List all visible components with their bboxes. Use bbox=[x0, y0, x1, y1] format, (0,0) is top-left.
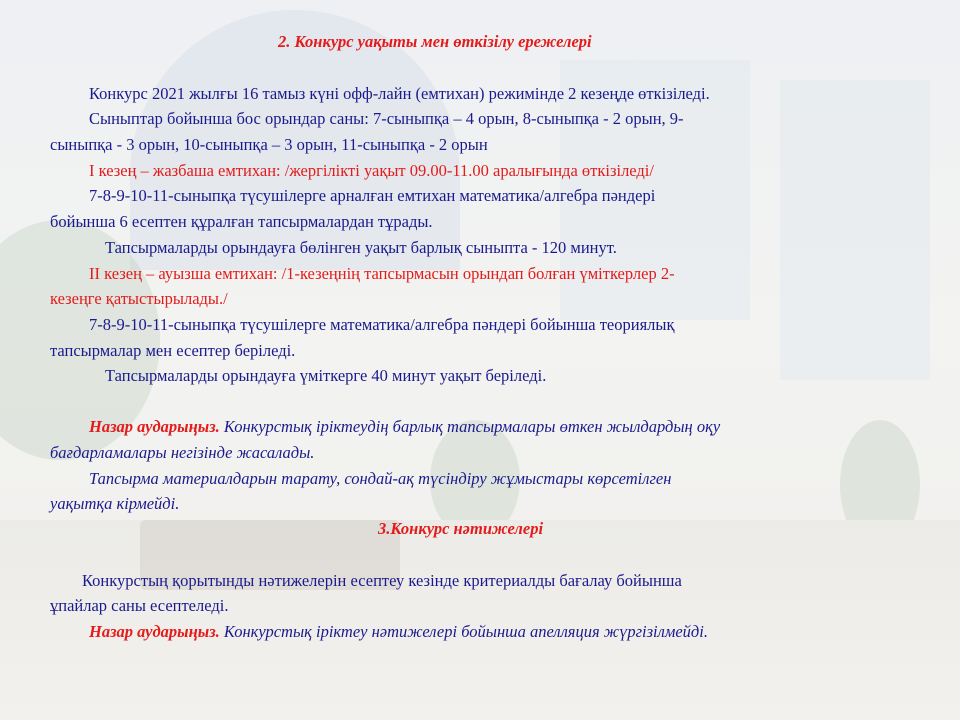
paragraph-line: сыныпқа - 3 орын, 10-сыныпқа – 3 орын, 11-сыныпқа - 2 орын bbox=[50, 135, 488, 154]
note-line bbox=[89, 414, 720, 440]
note-label: Назар аударыңыз. bbox=[89, 622, 220, 641]
paragraph-line: бойынша 6 есептен құралған тапсырмалардан тұрады. bbox=[50, 212, 433, 231]
stage-1-line: І кезең – жазбаша емтихан: /жергілікті уақыт 09.00-11.00 аралығында өткізіледі/ bbox=[89, 161, 654, 180]
note-text: Тапсырма материалдарын тарату, сондай-ақ түсіндіру жұмыстары көрсетілген bbox=[89, 469, 672, 488]
paragraph-line: Конкурс 2021 жылғы 16 тамыз күні офф-лайн (емтихан) режимінде 2 кезеңде өткізіледі. bbox=[89, 84, 710, 103]
paragraph-line: Сыныптар бойынша бос орындар саны: 7-сыныпқа – 4 орын, 8-сыныпқа - 2 орын, 9- bbox=[89, 109, 684, 128]
paragraph-line: Конкурстың қорытынды нәтижелерін есептеу кезінде критериалды бағалау бойынша bbox=[82, 571, 682, 590]
stage-2-line: кезеңге қатыстырылады./ bbox=[50, 289, 228, 308]
section-3-title: 3.Конкурс нәтижелері bbox=[378, 519, 544, 538]
paragraph-line: тапсырмалар мен есептер беріледі. bbox=[50, 341, 296, 360]
note-text: Конкурстық іріктеудің барлық тапсырмалары өткен жылдардың оқу bbox=[223, 417, 721, 436]
note-line bbox=[89, 619, 708, 645]
note-label: Назар аударыңыз. bbox=[89, 417, 220, 436]
paragraph-line: Тапсырмаларды орындауға бөлінген уақыт барлық сыныпта - 120 минут. bbox=[105, 238, 617, 257]
stage-2-line: ІІ кезең – ауызша емтихан: /1-кезеңнің тапсырмасын орындап болған үміткерлер 2- bbox=[89, 264, 675, 283]
section-2-title: 2. Конкурс уақыты мен өткізілу ережелері bbox=[278, 32, 592, 51]
note-text: бағдарламалары негізінде жасалады. bbox=[50, 443, 315, 462]
note-text: уақытқа кірмейді. bbox=[50, 494, 180, 513]
paragraph-line: ұпайлар саны есептеледі. bbox=[50, 596, 229, 615]
paragraph-line: Тапсырмаларды орындауға үміткерге 40 минут уақыт беріледі. bbox=[105, 366, 547, 385]
paragraph-line: 7-8-9-10-11-сыныпқа түсушілерге арналған емтихан математика/алгебра пәндері bbox=[89, 186, 656, 205]
paragraph-line: 7-8-9-10-11-сыныпқа түсушілерге математика/алгебра пәндері бойынша теориялық bbox=[89, 315, 675, 334]
note-text: Конкурстық іріктеу нәтижелері бойынша апелляция жүргізілмейді. bbox=[223, 622, 708, 641]
